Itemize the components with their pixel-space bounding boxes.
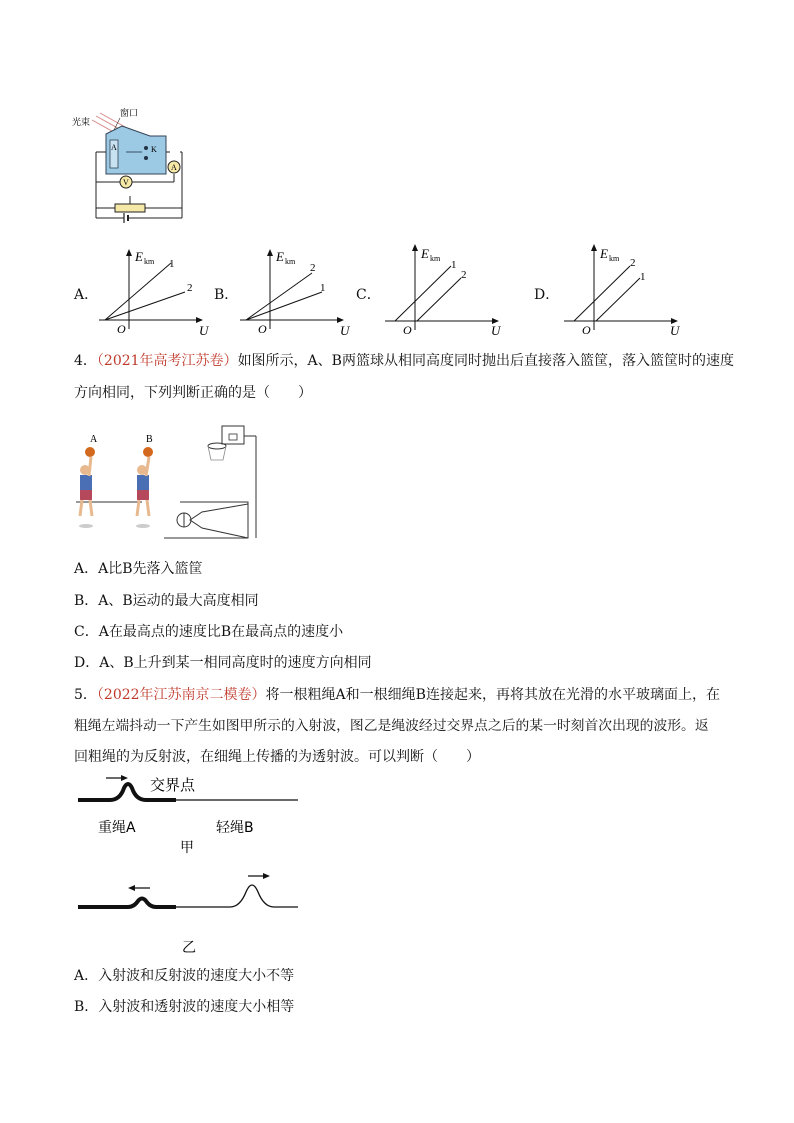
figure-yi-caption: 乙 [182,940,196,956]
line-label-lower: 2 [461,269,467,281]
origin-label: O [582,323,591,337]
line-label-upper: 1 [169,258,175,270]
graph-line-lower [246,292,322,320]
rope-A-label: 重绳A [98,820,136,836]
axis-y-label: E [421,246,429,261]
origin-label: O [258,322,267,336]
graph-line-lower [417,278,461,321]
axis-y-label: E [276,249,284,264]
graph-option-b-label: B． [214,287,239,303]
rope-B-label: 轻绳B [216,820,254,836]
anode-K-label: K [151,145,157,154]
graph-option-d [560,240,688,337]
axis-x-label: U [491,323,501,337]
q4-stem-line2: 方向相同，下列判断正确的是（ ） [74,385,312,401]
q5-stem-line1 [74,685,720,705]
basketball-B [143,447,153,457]
q5-option-b: B．入射波和透射波的速度大小相等 [74,999,295,1015]
graph-line-lower [596,278,640,321]
graph-option-a [95,245,213,337]
light-beam-label: 光束 [72,118,91,128]
basketball-figure [72,412,264,548]
player-A-body [80,475,92,491]
axis-y-subscript: km [609,254,620,263]
player-B-body [137,475,149,491]
q5-stem-line2: 粗绳左端抖动一下产生如图甲所示的入射波，图乙是绳波经过交界点之后的某一时刻首次出现的波形。返 [74,718,709,734]
plate-A-label: A [111,143,117,152]
q5-stem-text: 将一根粗绳A和一根细绳B连接起来，再将其放在光滑的水平玻璃面上，在 [265,687,720,703]
q5-source: （2022年江苏南京二模卷） [96,687,266,703]
q4-option-a: A．A比B先落入篮筐 [74,561,203,577]
q5-option-a: A．入射波和反射波的速度大小不等 [74,968,295,984]
player-B-label: B [146,434,153,445]
axis-x-label: U [670,323,680,337]
ammeter-label: A [171,163,177,172]
junction-label: 交界点 [150,776,196,794]
player-A-label: A [90,434,98,445]
q4-option-d: D．A、B上升到某一相同高度时的速度方向相同 [74,655,372,671]
voltmeter-label: V [123,178,129,187]
anode-k [144,146,148,150]
axis-y-label: E [600,246,608,261]
graph-line-upper [246,273,312,320]
q4-option-c: C．A在最高点的速度比B在最高点的速度小 [74,624,344,640]
line-label-lower: 1 [320,282,326,294]
line-label-lower: 2 [187,282,193,294]
axis-x-label: U [199,323,209,337]
q5-stem-line3: 回粗绳的为反射波，在细绳上传播的为透射波。可以判断（ ） [74,749,480,765]
axis-y-label: E [135,249,143,264]
heavy-rope-A-reflected [78,899,176,908]
hoop-rim [208,443,226,449]
graph-option-d-label: D． [534,287,560,303]
basketball-A [85,447,95,457]
axis-x-label: U [340,323,350,337]
graph-line-upper [574,266,630,321]
graph-line-upper [395,266,451,321]
q4-stem-text: 如图所示，A、B两篮球从相同高度同时抛出后直接落入篮筐，落入篮筐时的速度 [237,353,734,369]
axis-y-subscript: km [430,254,441,263]
graph-option-c [381,240,509,337]
axis-y-subscript: km [285,257,296,266]
photoelectric-circuit-figure [70,100,190,228]
rheostat [115,204,145,212]
q4-option-b: B．A、B运动的最大高度相同 [74,593,259,609]
graph-line-lower [105,292,185,320]
graph-option-c-label: C． [356,287,381,303]
q4-source: （2021年高考江苏卷） [96,353,238,369]
light-rope-B-transmitted [176,885,298,907]
origin-label: O [117,322,126,336]
q4-stem-line1 [74,351,734,371]
graph-line-upper [105,263,171,320]
q4-number: 4． [74,353,97,369]
rope-wave-figure [72,770,308,960]
graph-option-a-label: A． [74,287,99,303]
graph-option-b [236,245,354,337]
figure-jia-caption: 甲 [180,840,194,856]
window-label: 窗口 [120,109,139,119]
line-label-upper: 2 [310,262,316,274]
q5-number: 5． [74,687,97,703]
line-label-upper: 1 [451,259,457,271]
line-label-lower: 1 [640,271,646,283]
axis-y-subscript: km [144,257,155,266]
backboard [222,426,244,444]
line-label-upper: 2 [630,257,636,269]
origin-label: O [403,323,412,337]
